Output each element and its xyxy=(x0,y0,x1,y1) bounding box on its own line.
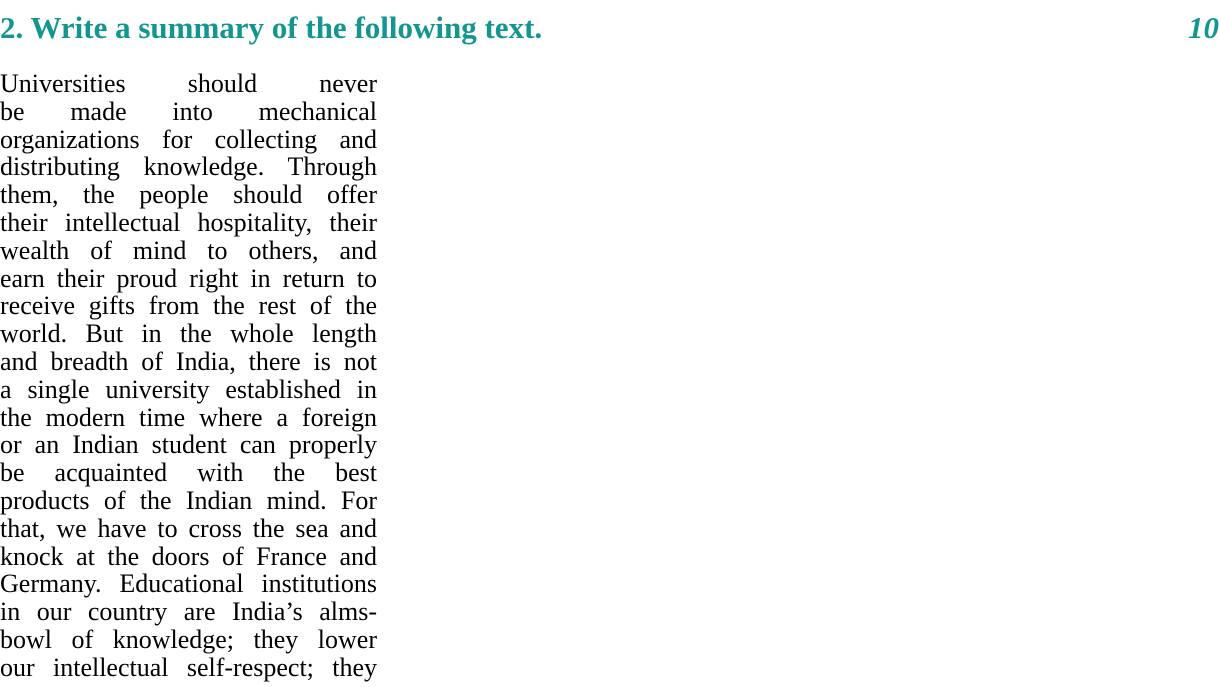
passage-line: in our country are India’s alms- xyxy=(0,597,377,627)
passage-line: Germany. Educational institutions xyxy=(0,569,377,599)
passage-line: Universities should never xyxy=(0,70,377,98)
question-header xyxy=(0,6,1219,50)
passage-line: organizations for collecting and xyxy=(0,124,377,154)
passage-line: wealth of mind to others, and xyxy=(0,235,377,265)
passage-line: world. But in the whole length xyxy=(0,319,377,349)
passage-line: that, we have to cross the sea and xyxy=(0,513,377,543)
passage-line: bowl of knowledge; they lower xyxy=(0,624,377,654)
passage-line: earn their proud right in return to xyxy=(0,263,377,293)
passage-line: products of the Indian mind. For xyxy=(0,485,377,515)
passage-line: them, the people should offer xyxy=(0,180,377,210)
question-marks: 10 xyxy=(1188,10,1219,45)
passage-line: the modern time where a foreign xyxy=(0,402,377,432)
passage-line: a single university established in xyxy=(0,374,377,404)
passage-line: be made into mechanical xyxy=(0,96,377,126)
passage-line: distributing knowledge. Through xyxy=(0,152,377,182)
passage-line: receive gifts from the rest of the xyxy=(0,291,377,321)
passage-line: knock at the doors of France and xyxy=(0,541,377,571)
passage-line: or an Indian student can properly xyxy=(0,430,377,460)
passage-line: and breadth of India, there is not xyxy=(0,346,377,376)
passage-line: be acquainted with the best xyxy=(0,458,377,488)
question-title: 2. Write a summary of the following text. xyxy=(0,10,543,45)
passage-line: our intellectual self-respect; they xyxy=(0,652,377,682)
passage-line: their intellectual hospitality, their xyxy=(0,207,377,237)
passage-text xyxy=(0,70,377,687)
